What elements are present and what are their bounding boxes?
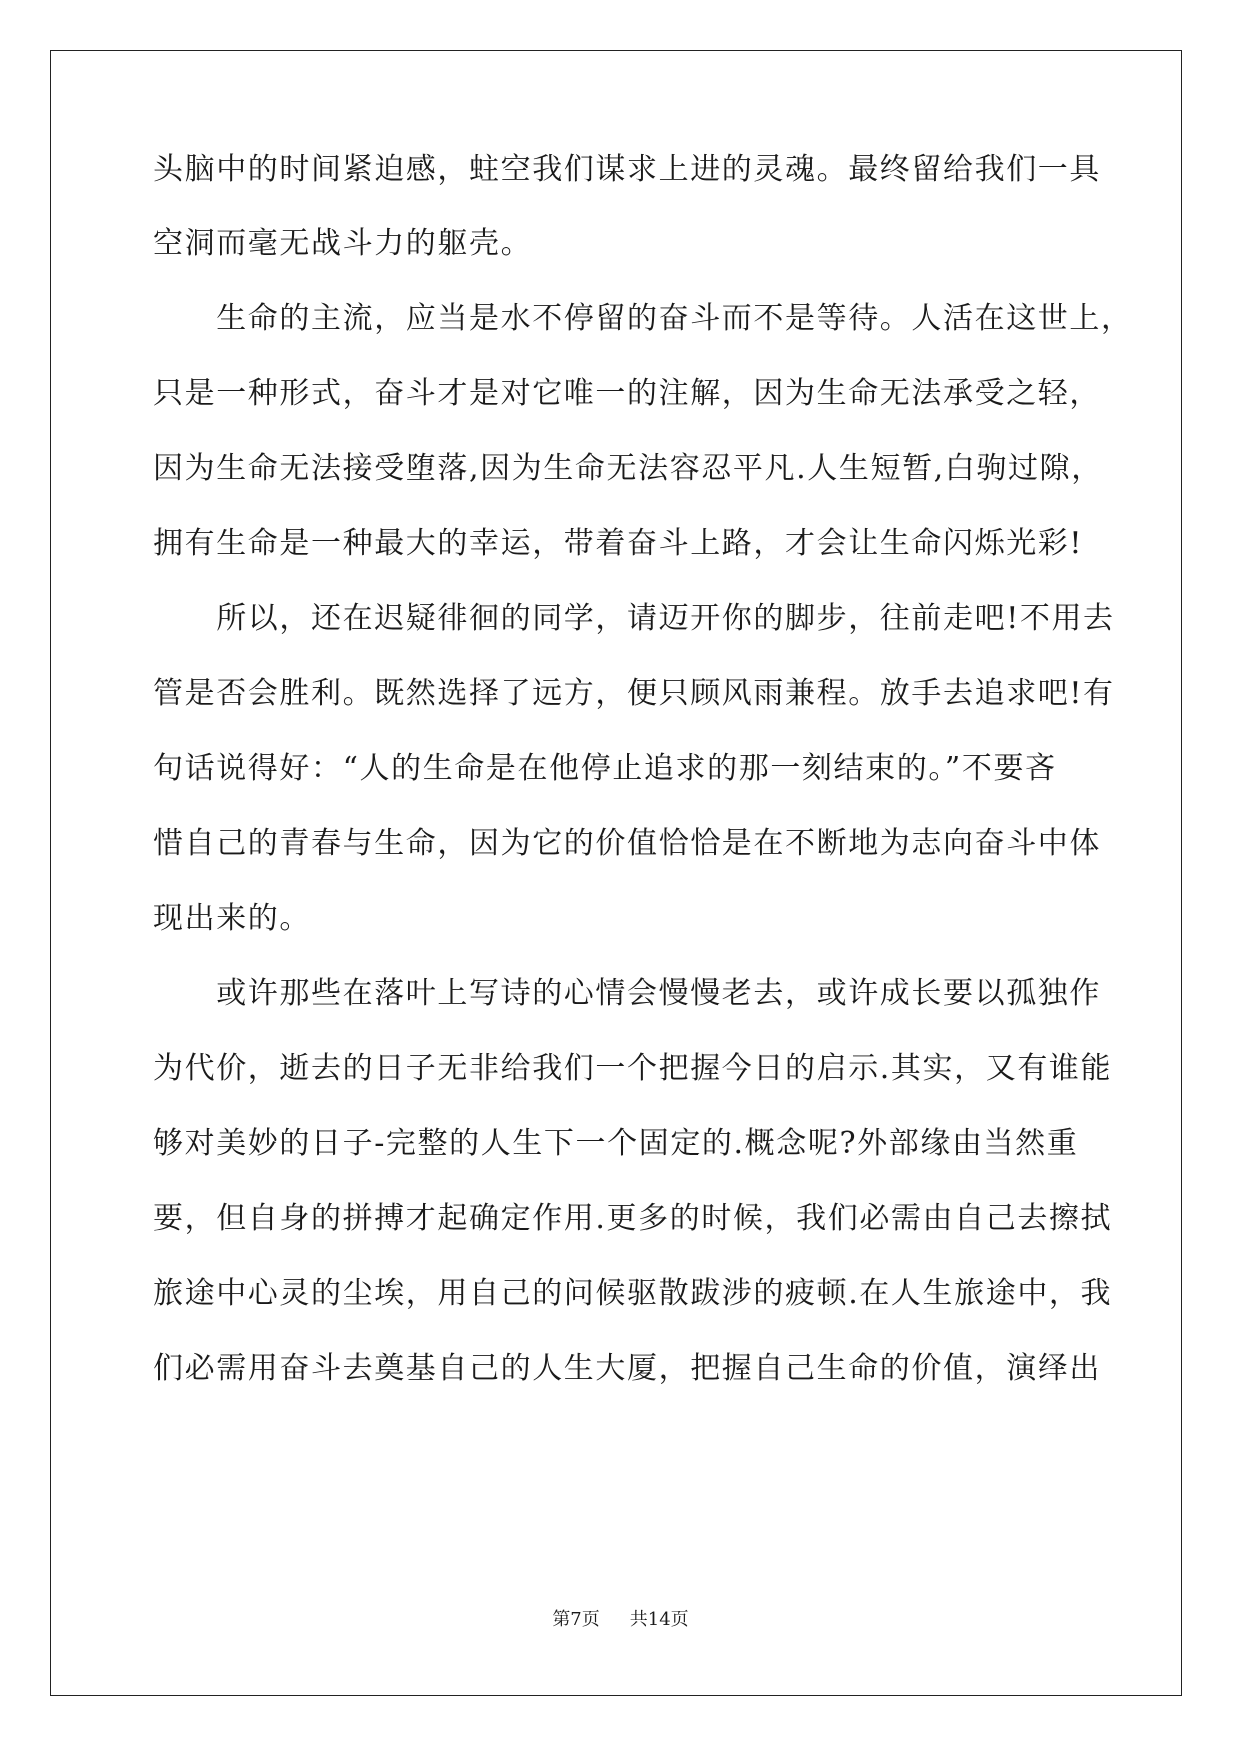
text-line: 管是否会胜利。既然选择了远方，便只顾风雨兼程。放手去追求吧!有 [153,676,1115,711]
text-line: 所以，还在迟疑徘徊的同学，请迈开你的脚步，往前走吧!不用去 [153,601,1115,636]
text-line: 惜自己的青春与生命，因为它的价值恰恰是在不断地为志向奋斗中体 [153,826,1101,861]
text-line: 要，但自身的拼搏才起确定作用.更多的时候，我们必需由自己去擦拭 [153,1201,1113,1236]
page-border [50,50,1182,1696]
text-line: 头脑中的时间紧迫感，蛀空我们谋求上进的灵魂。最终留给我们一具 [153,152,1101,187]
page-total: 共14页 [629,1609,689,1630]
page-number: 第7页 [552,1609,600,1630]
text-line: 拥有生命是一种最大的幸运，带着奋斗上路，才会让生命闪烁光彩! [153,526,1084,561]
text-line: 旅途中心灵的尘埃，用自己的问候驱散跋涉的疲顿.在人生旅途中，我 [153,1276,1113,1311]
text-line: 现出来的。 [153,901,311,936]
text-line: 句话说得好：“人的生命是在他停止追求的那一刻结束的。”不要吝 [153,751,1057,786]
text-line: 空洞而毫无战斗力的躯壳。 [153,226,533,261]
text-line: 够对美妙的日子-完整的人生下一个固定的.概念呢?外部缘由当然重 [153,1126,1079,1161]
text-line: 或许那些在落叶上写诗的心情会慢慢老去，或许成长要以孤独作 [153,976,1101,1011]
text-line: 因为生命无法接受堕落,因为生命无法容忍平凡.人生短暂,白驹过隙， [153,451,1103,486]
text-line: 们必需用奋斗去奠基自己的人生大厦，把握自己生命的价值，演绎出 [153,1351,1101,1386]
text-line: 生命的主流，应当是水不停留的奋斗而不是等待。人活在这世上， [153,301,1133,336]
text-line: 为代价，逝去的日子无非给我们一个把握今日的启示.其实，又有谁能 [153,1051,1113,1086]
text-line: 只是一种形式，奋斗才是对它唯一的注解，因为生命无法承受之轻， [153,376,1101,411]
page-footer [0,1608,1241,1632]
